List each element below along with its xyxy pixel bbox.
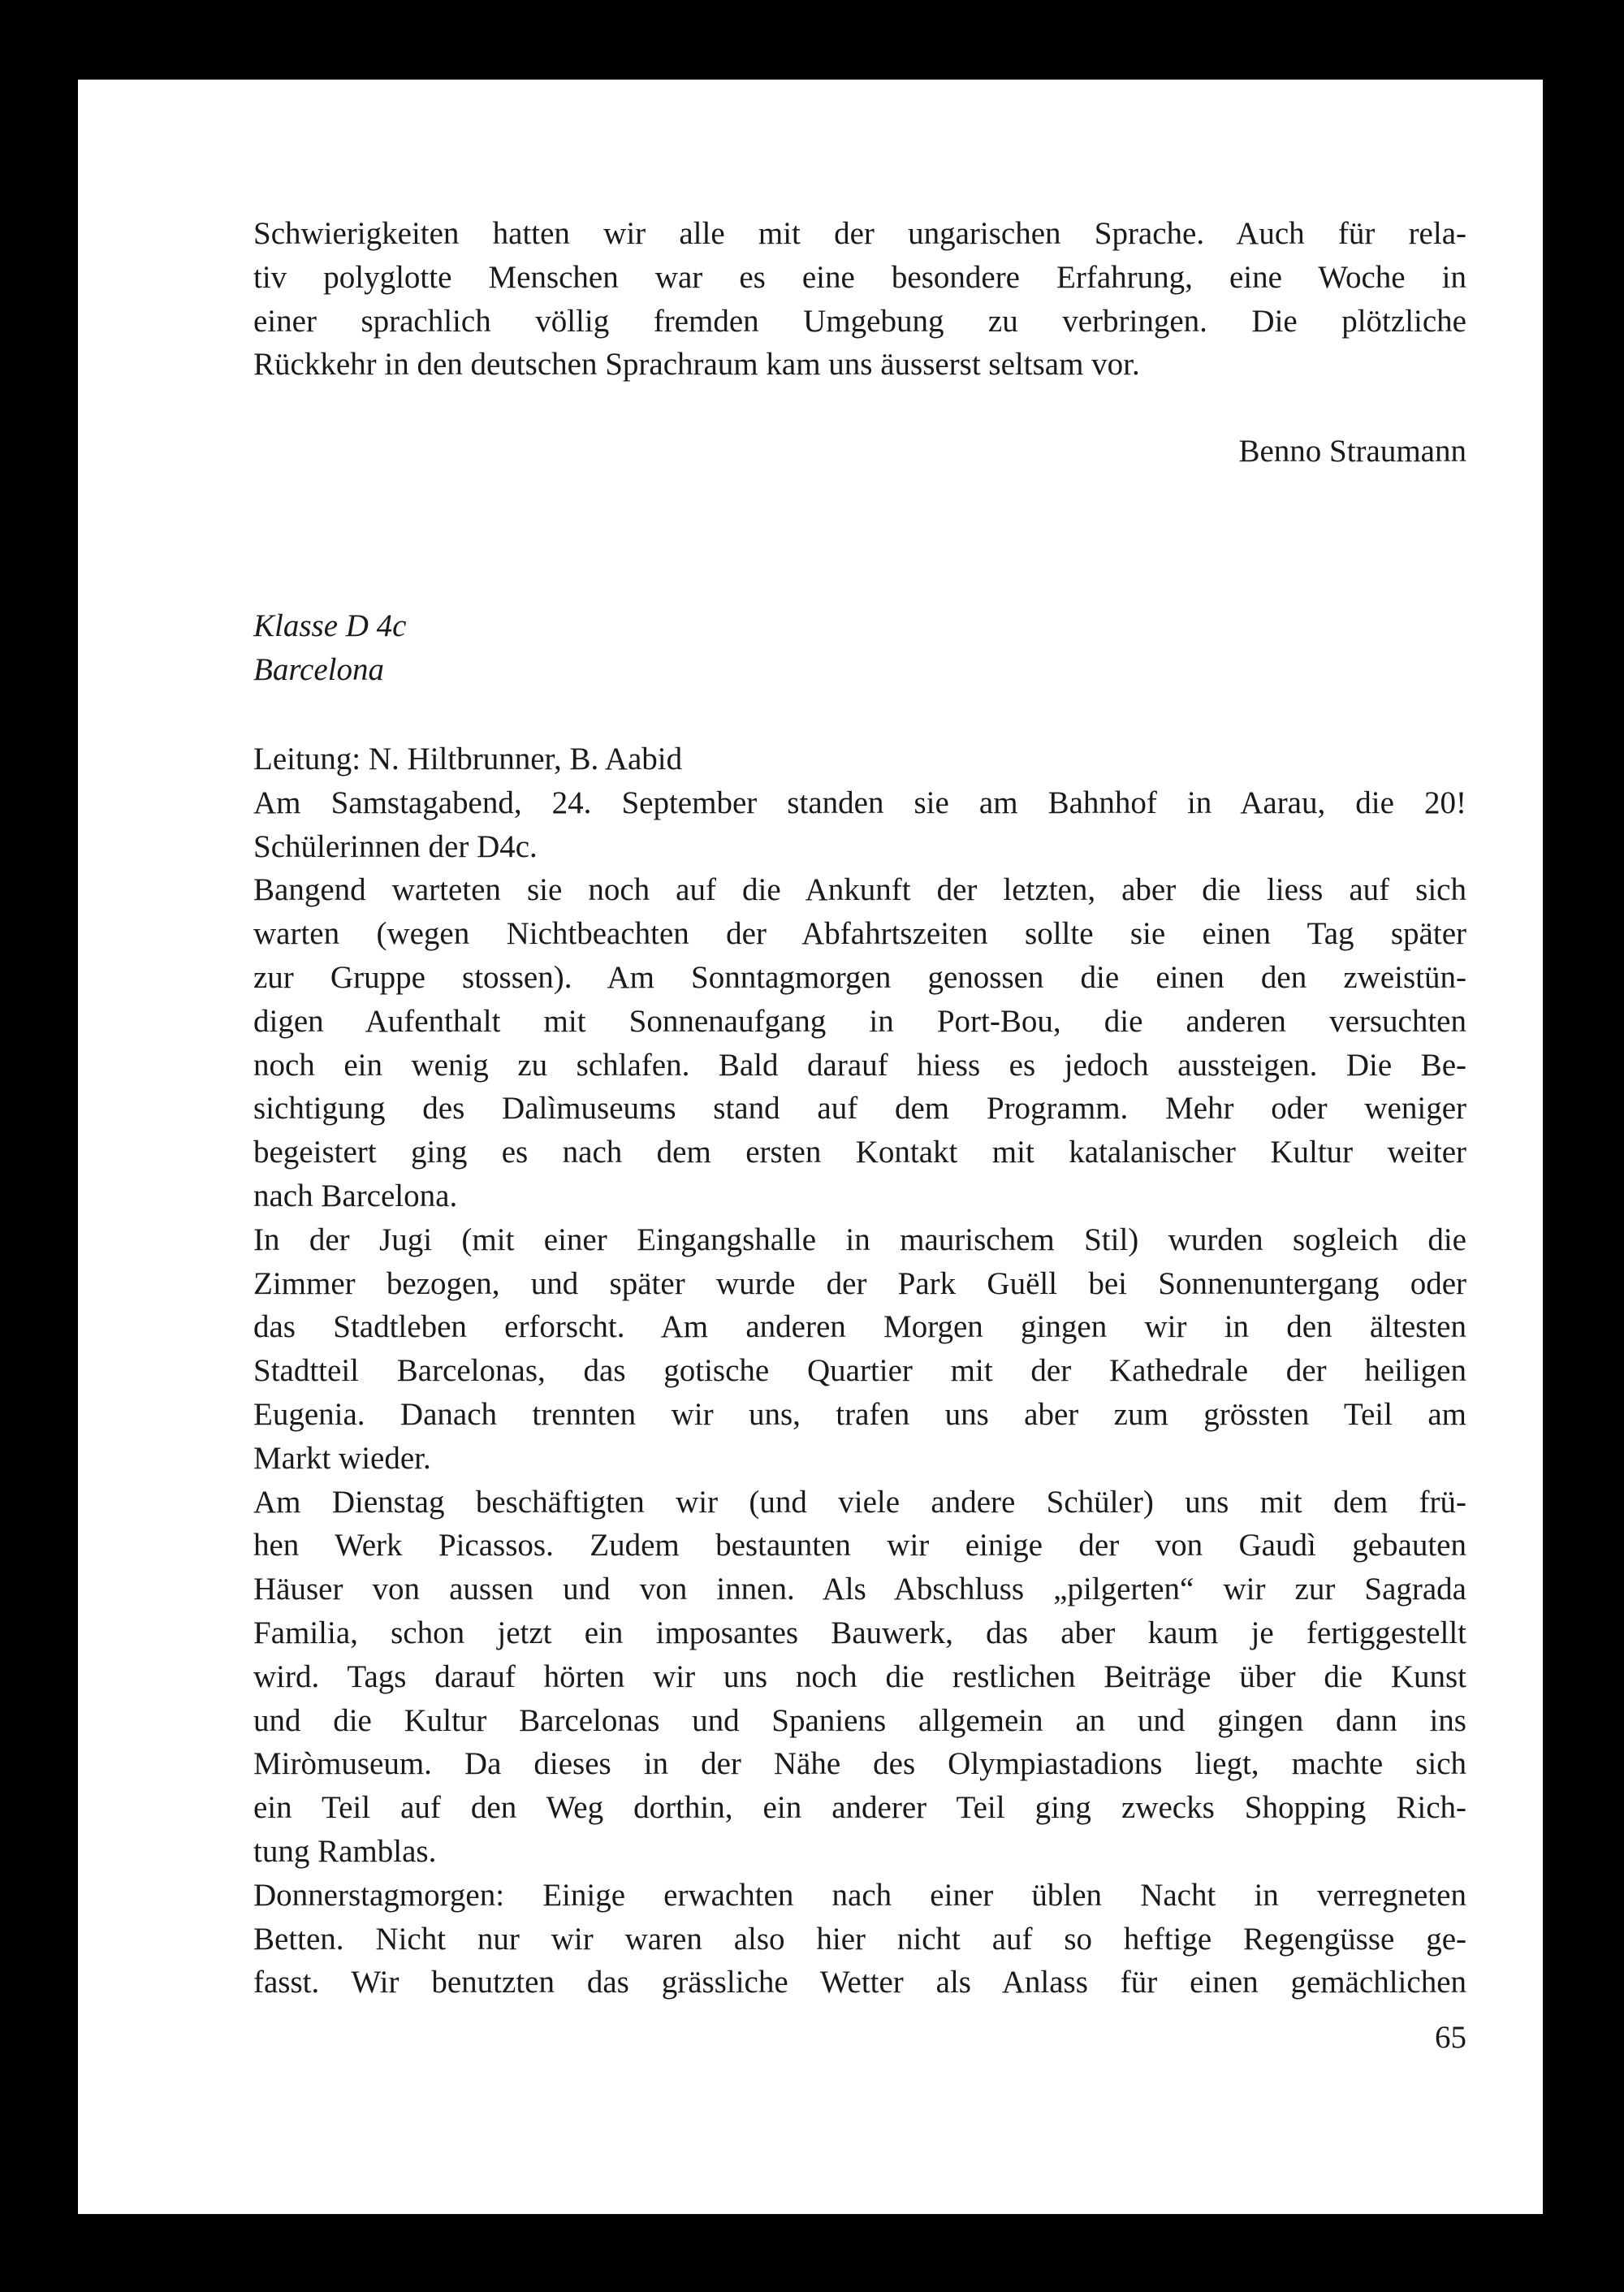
text-line: Betten. Nicht nur wir waren also hier nicht auf so heftige Regengüsse ge- — [253, 1921, 1466, 1957]
text-line: sichtigung des Dalìmuseums stand auf dem Programm. Mehr oder weniger — [253, 1091, 1466, 1127]
text-line: Häuser von aussen und von innen. Als Abschluss „pilgerten“ wir zur Sagrada — [253, 1572, 1466, 1607]
text-line: Schülerinnen der D4c. — [253, 828, 538, 864]
text-line: ein Teil auf den Weg dorthin, ein anderer Teil ging zwecks Shopping Rich- — [253, 1790, 1466, 1826]
text-line: In der Jugi (mit einer Eingangshalle in maurischem Stil) wurden sogleich die — [253, 1222, 1466, 1257]
text-line: das Stadtleben erforscht. Am anderen Morgen gingen wir in den ältesten — [253, 1309, 1466, 1345]
destination-heading: Barcelona — [253, 651, 385, 687]
text-line: Schwierigkeiten hatten wir alle mit der ungarischen Sprache. Auch für rela- — [253, 216, 1466, 251]
text-line: hen Werk Picassos. Zudem bestaunten wir einige der von Gaudì gebauten — [253, 1528, 1466, 1563]
text-line: Familia, schon jetzt ein imposantes Bauwerk, das aber kaum je fertiggestellt — [253, 1615, 1466, 1650]
text-line: Markt wieder. — [253, 1440, 431, 1476]
text-line: tung Ramblas. — [253, 1833, 437, 1869]
text-line: wird. Tags darauf hörten wir uns noch die restlichen Beiträge über die Kunst — [253, 1658, 1466, 1694]
text-line: zur Gruppe stossen). Am Sonntagmorgen genossen die einen den zweistün- — [253, 959, 1466, 995]
class-heading: Klasse D 4c — [253, 608, 407, 643]
text-line: Stadtteil Barcelonas, das gotische Quartier mit der Kathedrale der heiligen — [253, 1353, 1466, 1389]
text-line: Am Samstagabend, 24. September standen sie am Bahnhof in Aarau, die 20! — [253, 785, 1466, 820]
text-line: Leitung: N. Hiltbrunner, B. Aabid — [253, 742, 683, 776]
text-line: Zimmer bezogen, und später wurde der Park Guëll bei Sonnenuntergang oder — [253, 1265, 1466, 1301]
page-number: 65 — [1435, 2020, 1466, 2055]
text-line: nach Barcelona. — [253, 1178, 458, 1213]
text-line: einer sprachlich völlig fremden Umgebung zu verbringen. Die plötzliche — [253, 303, 1466, 339]
text-line: Donnerstagmorgen: Einige erwachten nach einer üblen Nacht in verregneten — [253, 1877, 1466, 1913]
report-body — [253, 737, 1466, 2004]
section-heading — [253, 604, 1466, 692]
text-line: noch ein wenig zu schlafen. Bald darauf hiess es jedoch aussteigen. Die Be- — [253, 1047, 1466, 1083]
text-line: Rückkehr in den deutschen Sprachraum kam uns äusserst seltsam vor. — [253, 347, 1140, 383]
text-line: Am Dienstag beschäftigten wir (und viele andere Schüler) uns mit dem frü- — [253, 1484, 1466, 1520]
text-line: warten (wegen Nichtbeachten der Abfahrtszeiten sollte sie einen Tag später — [253, 916, 1466, 952]
text-line: digen Aufenthalt mit Sonnenaufgang in Port-Bou, die anderen versuchten — [253, 1003, 1466, 1039]
text-line: fasst. Wir benutzten das grässliche Wetter als Anlass für einen gemächlichen — [253, 1965, 1466, 2000]
text-line: Miròmuseum. Da dieses in der Nähe des Olympiastadions liegt, machte sich — [253, 1746, 1466, 1782]
text-line: Bangend warteten sie noch auf die Ankunft der letzten, aber die liess auf sich — [253, 872, 1466, 908]
document-page — [78, 80, 1543, 2214]
text-line: und die Kultur Barcelonas und Spaniens allgemein an und gingen dann ins — [253, 1702, 1466, 1738]
text-line: tiv polyglotte Menschen war es eine besondere Erfahrung, eine Woche in — [253, 259, 1466, 295]
text-line: Eugenia. Danach trennten wir uns, trafen uns aber zum grössten Teil am — [253, 1396, 1466, 1432]
text-line: begeistert ging es nach dem ersten Kontakt mit katalanischer Kultur weiter — [253, 1135, 1466, 1170]
author-signature: Benno Straumann — [1238, 434, 1466, 469]
intro-paragraph — [253, 212, 1466, 387]
